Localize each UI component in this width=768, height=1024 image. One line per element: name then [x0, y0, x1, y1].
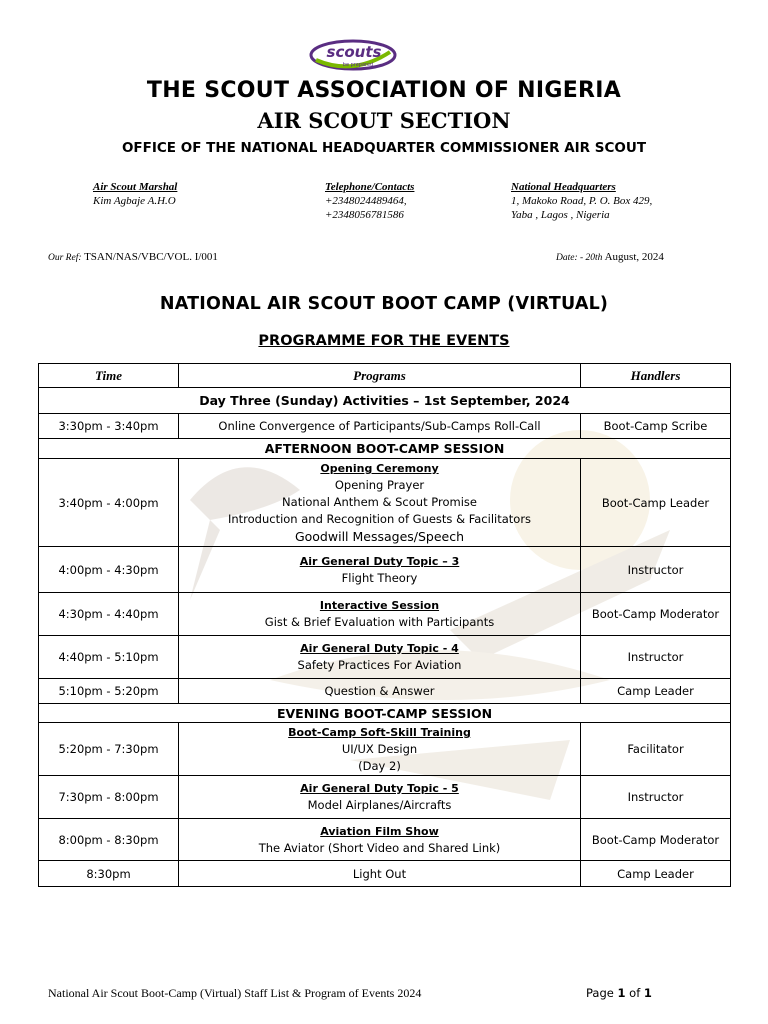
org-title: THE SCOUT ASSOCIATION OF NIGERIA	[146, 78, 622, 103]
row-topic: Air General Duty Topic - 4	[300, 642, 459, 655]
table-row	[39, 861, 731, 887]
row-program	[179, 593, 581, 636]
table-row	[39, 723, 731, 776]
row-topic: Air General Duty Topic - 5	[300, 782, 459, 795]
afternoon-heading: AFTERNOON BOOT-CAMP SESSION	[39, 439, 731, 459]
program-line: Goodwill Messages/Speech	[294, 529, 465, 544]
section-title: AIR SCOUT SECTION	[257, 108, 511, 133]
reference	[48, 251, 218, 263]
row-handler: Boot-Camp Leader	[581, 459, 731, 547]
row-handler: Camp Leader	[581, 679, 731, 704]
row-program	[179, 547, 581, 593]
ref-value: TSAN/NAS/VBC/VOL. I/001	[84, 251, 218, 263]
date-value: August, 2024	[604, 251, 664, 263]
row-time: 8:30pm	[39, 861, 179, 887]
program-line: Opening Prayer	[334, 478, 425, 492]
table-row	[39, 636, 731, 679]
ref-label: Our Ref:	[48, 253, 82, 263]
table-row	[39, 776, 731, 819]
evening-heading: EVENING BOOT-CAMP SESSION	[39, 704, 731, 723]
marshal-label: Air Scout Marshal	[93, 181, 178, 193]
scouts-logo	[308, 38, 398, 72]
header-handlers: Handlers	[581, 364, 731, 388]
row-program	[179, 819, 581, 861]
program-line: Safety Practices For Aviation	[297, 658, 462, 672]
hq-block	[511, 180, 652, 222]
phone-1: +2348024489464,	[325, 195, 407, 207]
row-topic: Aviation Film Show	[320, 824, 439, 838]
program-line: (Day 2)	[358, 758, 401, 773]
row-time: 4:00pm - 4:30pm	[39, 547, 179, 593]
program-line: Introduction and Recognition of Guests & Facilitators	[227, 512, 532, 526]
row-handler: Camp Leader	[581, 861, 731, 887]
row-topic: Interactive Session	[319, 599, 440, 612]
row-program	[179, 459, 581, 547]
row-topic: Air General Duty Topic – 3	[299, 554, 460, 568]
row-program: Light Out	[179, 861, 581, 887]
row-time: 4:40pm - 5:10pm	[39, 636, 179, 679]
page-current: 1	[617, 986, 626, 1000]
row-topic: Boot-Camp Soft-Skill Training	[288, 725, 471, 739]
row-time: 8:00pm - 8:30pm	[39, 819, 179, 861]
row-time: 5:20pm - 7:30pm	[39, 723, 179, 776]
table-row	[39, 593, 731, 636]
row-handler: Instructor	[581, 776, 731, 819]
date	[556, 251, 664, 263]
row-program	[179, 723, 581, 776]
logo-tagline: be prepared	[342, 62, 374, 68]
footer-text: National Air Scout Boot-Camp (Virtual) Staff List & Program of Events 2024	[48, 986, 422, 1000]
phone-2: +2348056781586	[325, 209, 404, 221]
row-program: Online Convergence of Participants/Sub-Camps Roll-Call	[179, 414, 581, 439]
row-topic: Opening Ceremony	[320, 462, 439, 475]
page-of: of	[629, 986, 641, 1000]
page-total: 1	[643, 986, 652, 1000]
hq-line-2: Yaba , Lagos , Nigeria	[511, 209, 610, 221]
table-row	[39, 679, 731, 704]
row-program	[179, 776, 581, 819]
program-line: Model Airplanes/Aircrafts	[307, 798, 452, 812]
program-line: Flight Theory	[341, 570, 418, 585]
hq-label: National Headquarters	[511, 181, 616, 193]
office-title: OFFICE OF THE NATIONAL HEADQUARTER COMMISSIONER AIR SCOUT	[121, 140, 647, 156]
page-number	[586, 986, 652, 1000]
program-line: National Anthem & Scout Promise	[282, 495, 477, 509]
row-time: 4:30pm - 4:40pm	[39, 593, 179, 636]
row-time: 3:40pm - 4:00pm	[39, 459, 179, 547]
program-line: Gist & Brief Evaluation with Participants	[264, 615, 495, 629]
page-word: Page	[586, 986, 614, 1000]
row-handler: Facilitator	[581, 723, 731, 776]
header-time: Time	[39, 364, 179, 388]
row-time: 5:10pm - 5:20pm	[39, 679, 179, 704]
phone-label: Telephone/Contacts	[325, 181, 415, 193]
document-title: NATIONAL AIR SCOUT BOOT CAMP (VIRTUAL)	[159, 294, 609, 314]
row-program	[179, 636, 581, 679]
row-program: Question & Answer	[179, 679, 581, 704]
marshal-block	[93, 180, 177, 208]
date-label: Date: - 20th	[556, 253, 603, 263]
table-row	[39, 414, 731, 439]
phone-block	[325, 180, 414, 222]
evening-row	[39, 704, 731, 723]
table-header-row	[39, 364, 731, 388]
afternoon-row	[39, 439, 731, 459]
logo-text: scouts	[326, 43, 382, 61]
document-subtitle: PROGRAMME FOR THE EVENTS	[258, 333, 510, 349]
program-line: UI/UX Design	[341, 741, 418, 756]
programme-table	[38, 363, 731, 887]
table-row	[39, 459, 731, 547]
day-heading: Day Three (Sunday) Activities – 1st September, 2024	[39, 388, 731, 414]
row-handler: Boot-Camp Moderator	[581, 819, 731, 861]
row-handler: Instructor	[581, 636, 731, 679]
row-time: 7:30pm - 8:00pm	[39, 776, 179, 819]
day-row	[39, 388, 731, 414]
header-programs: Programs	[179, 364, 581, 388]
program-line: The Aviator (Short Video and Shared Link)	[258, 840, 501, 855]
table-row	[39, 547, 731, 593]
row-handler: Boot-Camp Scribe	[581, 414, 731, 439]
row-handler: Boot-Camp Moderator	[581, 593, 731, 636]
marshal-name: Kim Agbaje A.H.O	[93, 195, 176, 207]
table-row	[39, 819, 731, 861]
hq-line-1: 1, Makoko Road, P. O. Box 429,	[511, 195, 653, 207]
row-time: 3:30pm - 3:40pm	[39, 414, 179, 439]
row-handler: Instructor	[581, 547, 731, 593]
